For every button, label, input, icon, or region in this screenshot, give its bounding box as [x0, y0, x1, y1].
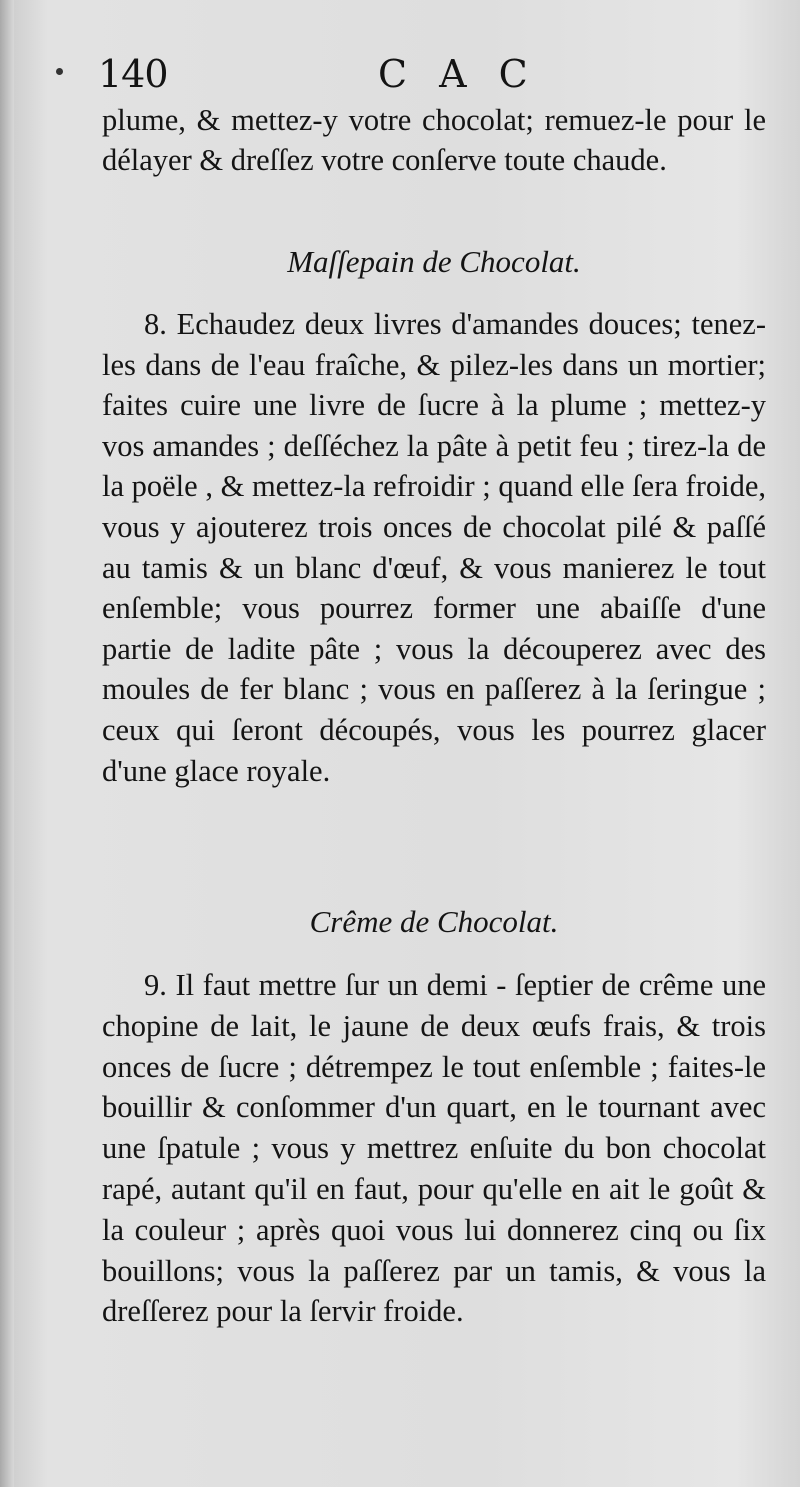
paragraph-9: 9. Il faut mettre ſur un demi - ſeptier de crême une chopine de lait, le jaune de deux œufs frais, & trois onces de ſucre ; détrempez le tout enſemble ; faites-le bouillir & conſommer d'un quart, en le tournant avec une ſpatule ; vous y mettrez enſuite du bon chocolat rapé, autant qu'il en faut, pour qu'elle en ait le goût & la couleur ; après quoi vous lui donnerez cinq ou ſix bouillons; vous la paſſerez par un tamis, & vous la dreſſerez pour la ſervir froide. [102, 968, 766, 1329]
continued-paragraph: plume, & mettez-y votre chocolat; remuez-le pour le délayer & dreſſez votre conſerve toute chaude. [102, 103, 766, 177]
running-head: C A C [378, 52, 538, 96]
section-heading-massepain: Maſſepain de Chocolat. [287, 244, 581, 279]
section-heading-creme: Crême de Chocolat. [309, 904, 559, 939]
page-header [98, 52, 758, 102]
ink-mark [56, 68, 63, 75]
page-gutter [0, 0, 14, 1487]
page-number: 140 [98, 52, 168, 96]
paragraph-8: 8. Echaudez deux livres d'amandes douces; tenez-les dans de l'eau fraîche, & pilez-les dans un mortier; faites cuire une livre de ſucre à la plume ; mettez-y vos amandes ; deſſéchez la pâte à petit feu ; tirez-la de la poële , & mettez-la refroidir ; quand elle ſera froide, vous y ajouterez trois onces de chocolat pilé & paſſé au tamis & un blanc d'œuf, & vous manierez le tout enſemble; vous pourrez former une abaiſſe d'une partie de ladite pâte ; vous la découperez avec des moules de fer blanc ; vous en paſſerez à la ſeringue ; ceux qui ſeront découpés, vous les pourrez glacer d'une glace royale. [102, 307, 766, 788]
